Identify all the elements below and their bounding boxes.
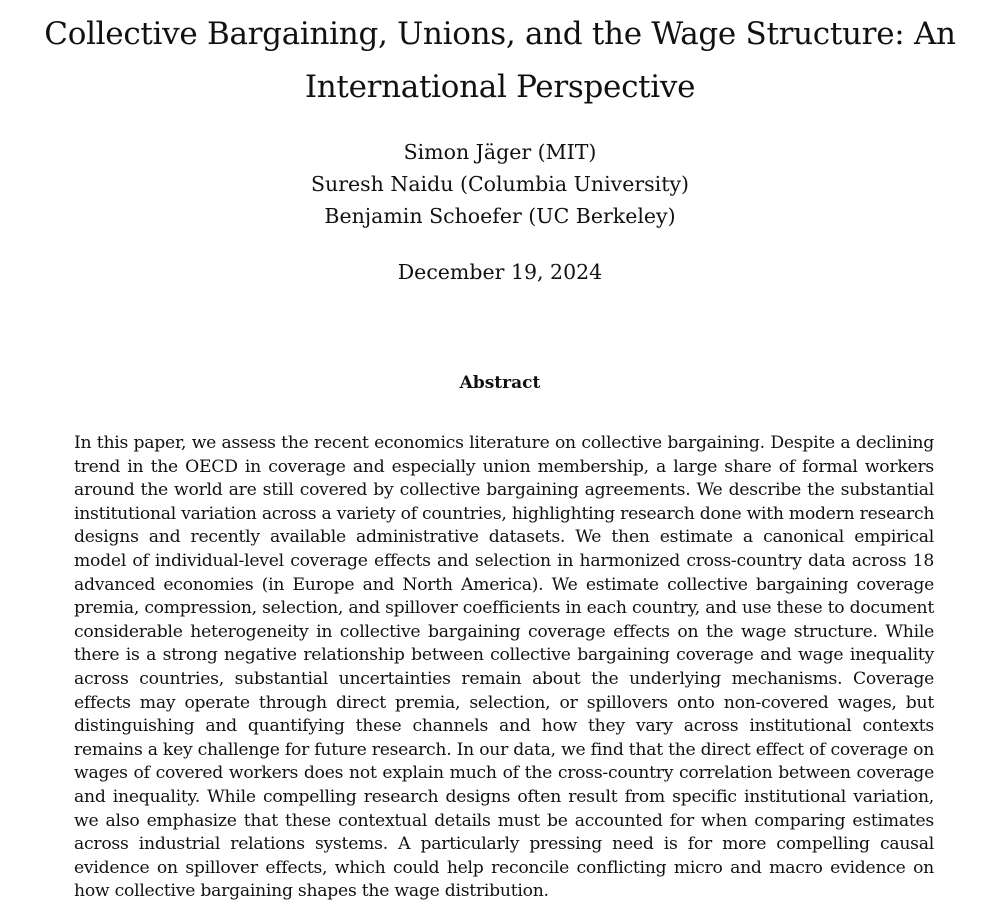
abstract-line: institutional variation across a variety of countries, highlighting research done with modern research — [74, 503, 935, 524]
abstract-line: model of individual-level coverage effects and selection in harmonized cross-country data across 18 — [74, 550, 934, 571]
abstract-line: remains a key challenge for future research. In our data, we find that the direct effect of coverage on — [74, 739, 934, 760]
abstract-line: trend in the OECD in coverage and especially union membership, a large share of formal workers — [74, 456, 934, 477]
abstract-line: there is a strong negative relationship between collective bargaining coverage and wage inequality — [74, 645, 934, 666]
abstract-text — [74, 432, 934, 904]
abstract-line: wages of covered workers does not explain much of the cross-country correlation between coverage — [74, 763, 934, 784]
author-list — [0, 136, 1000, 232]
abstract-line: designs and recently available administrative datasets. We then estimate a canonical empirical — [74, 527, 934, 548]
author: Benjamin Schoefer (UC Berkeley) — [324, 204, 676, 228]
abstract-line: advanced economies (in Europe and North America). We estimate collective bargaining coverage — [74, 574, 934, 595]
abstract-line: across industrial relations systems. A particularly pressing need is for more compelling causal — [74, 834, 934, 855]
author: Suresh Naidu (Columbia University) — [310, 172, 690, 196]
abstract-line: considerable heterogeneity in collective bargaining coverage effects on the wage structure. While — [74, 621, 934, 642]
abstract-line: In this paper, we assess the recent economics literature on collective bargaining. Despite a declining — [74, 433, 934, 453]
abstract-line: distinguishing and quantifying these channels and how they vary across institutional contexts — [74, 716, 934, 737]
abstract-line: around the world are still covered by collective bargaining agreements. We describe the substantial — [74, 480, 934, 501]
abstract-line: across countries, substantial uncertainties remain about the underlying mechanisms. Coverage — [74, 668, 934, 689]
author: Simon Jäger (MIT) — [403, 140, 597, 164]
abstract-line: evidence on spillover effects, which could help reconcile conflicting micro and macro evidence on — [74, 857, 934, 878]
paper-title-line-2: International Perspective — [304, 69, 696, 105]
paper-title-line-1: Collective Bargaining, Unions, and the Wage Structure: An — [44, 16, 956, 52]
abstract-line: we also emphasize that these contextual details must be accounted for when comparing estimates — [74, 810, 934, 831]
abstract-heading: Abstract — [459, 373, 541, 393]
paper-title — [20, 8, 980, 114]
abstract-line: and inequality. While compelling research designs often result from specific institutional variation, — [74, 786, 934, 807]
publication-date: December 19, 2024 — [397, 260, 603, 284]
abstract-line: how collective bargaining shapes the wage distribution. — [74, 881, 549, 902]
abstract-line: effects may operate through direct premia, selection, or spillovers onto non-covered wages, but — [74, 692, 934, 713]
abstract-line: premia, compression, selection, and spillover coefficients in each country, and use these to document — [74, 598, 934, 619]
